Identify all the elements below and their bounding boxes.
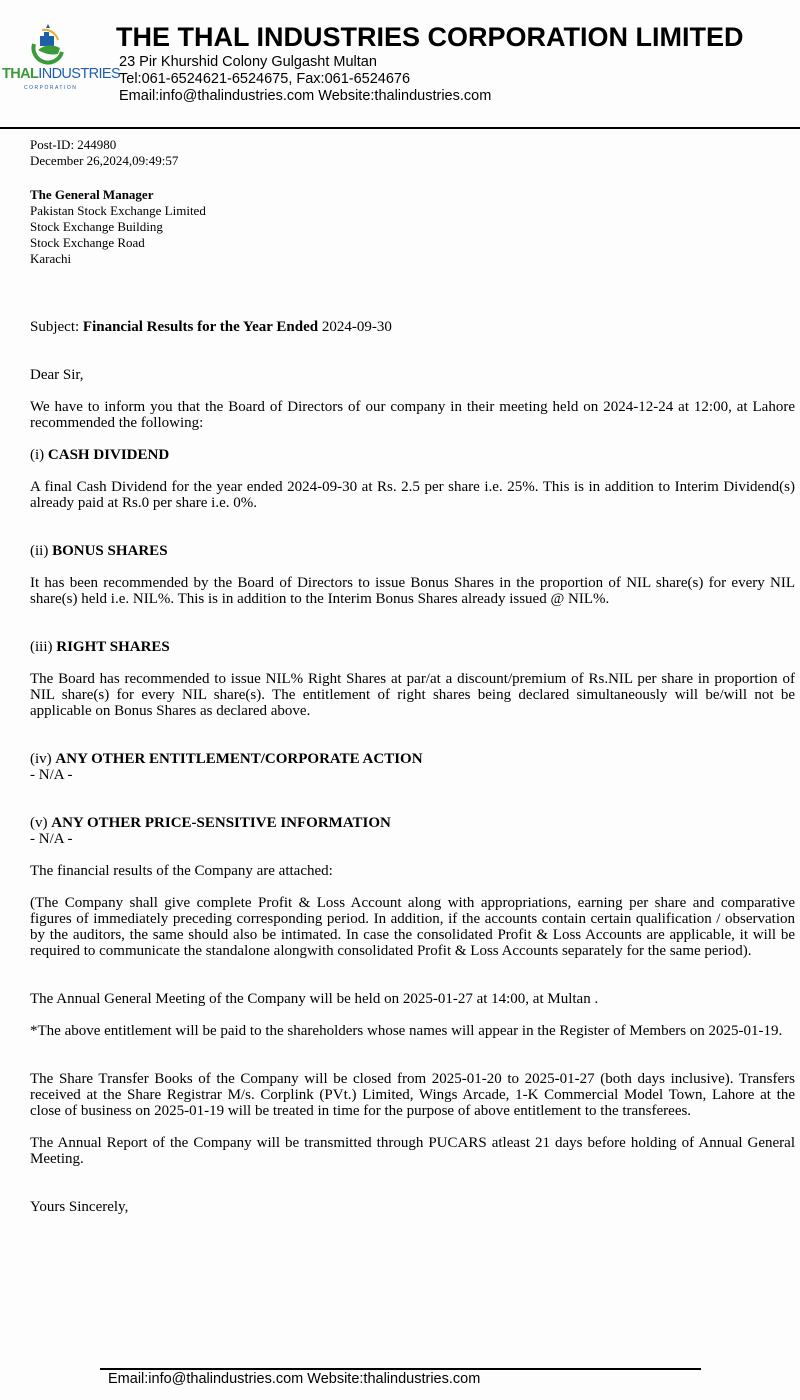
section-text: A final Cash Dividend for the year ended 2024-09-30 at Rs. 2.5 per share i.e. 25%. This is in addition to Interim Dividend(s) already paid at Rs.0 per share i.e. 0%.	[30, 479, 795, 511]
company-address: 23 Pir Khurshid Colony Gulgasht Multan	[119, 54, 377, 70]
section-cash-dividend	[30, 447, 795, 463]
section-number: (i)	[30, 447, 45, 463]
section-title: BONUS SHARES	[52, 543, 168, 559]
note-paragraph: (The Company shall give complete Profit & Loss Account along with appropriations, earning per share and comparative figures of immediately preceding corresponding period. In addition, if the accounts contain certain qualification / observation by the auditors, the same should also be intimated. In case the consolidated Profit & Loss Accounts are applicable, it will be required to communicate the standalone alongwith consolidated Profit & Loss Accounts separately for the same period).	[30, 895, 795, 959]
book-closure-paragraph: The Share Transfer Books of the Company will be closed from 2025-01-20 to 2025-01-27 (both days inclusive). Transfers received at the Share Registrar M/s. Corplink (PVt.) Limited, Wings Arcade, 1-K Commercial Model Town, Lahore at the close of business on 2025-01-19 will be treated in time for the purpose of above entitlement to the transferees.	[30, 1071, 795, 1119]
annual-report-paragraph: The Annual Report of the Company will be transmitted through PUCARS atleast 21 days before holding of Annual General Meeting.	[30, 1135, 795, 1167]
subject-text: Financial Results for the Year Ended	[82, 319, 319, 335]
section-number: (iii)	[30, 639, 53, 655]
recipient-line: Stock Exchange Road	[30, 235, 145, 250]
section-text: - N/A -	[30, 831, 73, 847]
recipient-line: Pakistan Stock Exchange Limited	[30, 203, 206, 218]
header-divider	[0, 127, 800, 129]
post-datetime: December 26,2024,09:49:57	[30, 153, 179, 168]
subject-label: Subject:	[30, 319, 80, 335]
footer-contact: Email:info@thalindustries.com Website:thalindustries.com	[108, 1371, 481, 1387]
subject-line	[30, 319, 795, 335]
agm-paragraph: The Annual General Meeting of the Company will be held on 2025-01-27 at 14:00, at Multan .	[30, 991, 599, 1007]
section-right-shares	[30, 639, 795, 655]
subject-date: 2024-09-30	[321, 319, 392, 335]
entitlement-paragraph: *The above entitlement will be paid to the shareholders whose names will appear in the Register of Members on 2025-01-19.	[30, 1023, 783, 1039]
section-title: CASH DIVIDEND	[47, 447, 170, 463]
company-email-website: Email:info@thalindustries.com Website:thalindustries.com	[119, 88, 492, 104]
company-name: THE THAL INDUSTRIES CORPORATION LIMITED	[116, 22, 744, 52]
results-attached: The financial results of the Company are attached:	[30, 863, 333, 879]
closing: Yours Sincerely,	[30, 1199, 129, 1215]
recipient-line: Stock Exchange Building	[30, 219, 163, 234]
company-logo	[2, 22, 121, 94]
section-bonus-shares	[30, 543, 795, 559]
section-number: (v)	[30, 815, 48, 831]
section-price-sensitive	[30, 815, 795, 831]
post-id: Post-ID: 244980	[30, 137, 117, 152]
recipient-line: Karachi	[30, 251, 72, 266]
logo-subtext: CORPORATION	[24, 85, 78, 91]
section-number: (iv)	[30, 751, 52, 767]
company-phone-fax: Tel:061-6524621-6524675, Fax:061-6524676	[119, 71, 411, 87]
section-text: The Board has recommended to issue NIL% Right Shares at par/at a discount/premium of Rs.NIL per share in proportion of NIL share(s) for every NIL share(s). The entitlement of right shares being declared simultaneously will be/will not be applicable on Bonus Shares as declared above.	[30, 671, 795, 719]
logo-wordmark: THALINDUSTRIES	[2, 66, 121, 82]
salutation: Dear Sir,	[30, 367, 84, 383]
section-text: It has been recommended by the Board of Directors to issue Bonus Shares in the proportion of NIL share(s) for every NIL share(s) held i.e. NIL%. This is in addition to the Interim Bonus Shares already issued @ NIL%.	[30, 575, 795, 607]
recipient-title: The General Manager	[30, 187, 154, 202]
section-number: (ii)	[30, 543, 49, 559]
section-text: - N/A -	[30, 767, 73, 783]
section-title: RIGHT SHARES	[56, 639, 170, 655]
logo-emblem-icon	[2, 22, 100, 66]
footer-divider	[100, 1368, 701, 1370]
section-title: ANY OTHER ENTITLEMENT/CORPORATE ACTION	[55, 751, 423, 767]
section-other-entitlement	[30, 751, 795, 767]
recipient-block	[30, 187, 206, 267]
section-title: ANY OTHER PRICE-SENSITIVE INFORMATION	[51, 815, 391, 831]
intro-paragraph: We have to inform you that the Board of Directors of our company in their meeting held on 2024-12-24 at 12:00, at Lahore recommended the following:	[30, 399, 795, 431]
